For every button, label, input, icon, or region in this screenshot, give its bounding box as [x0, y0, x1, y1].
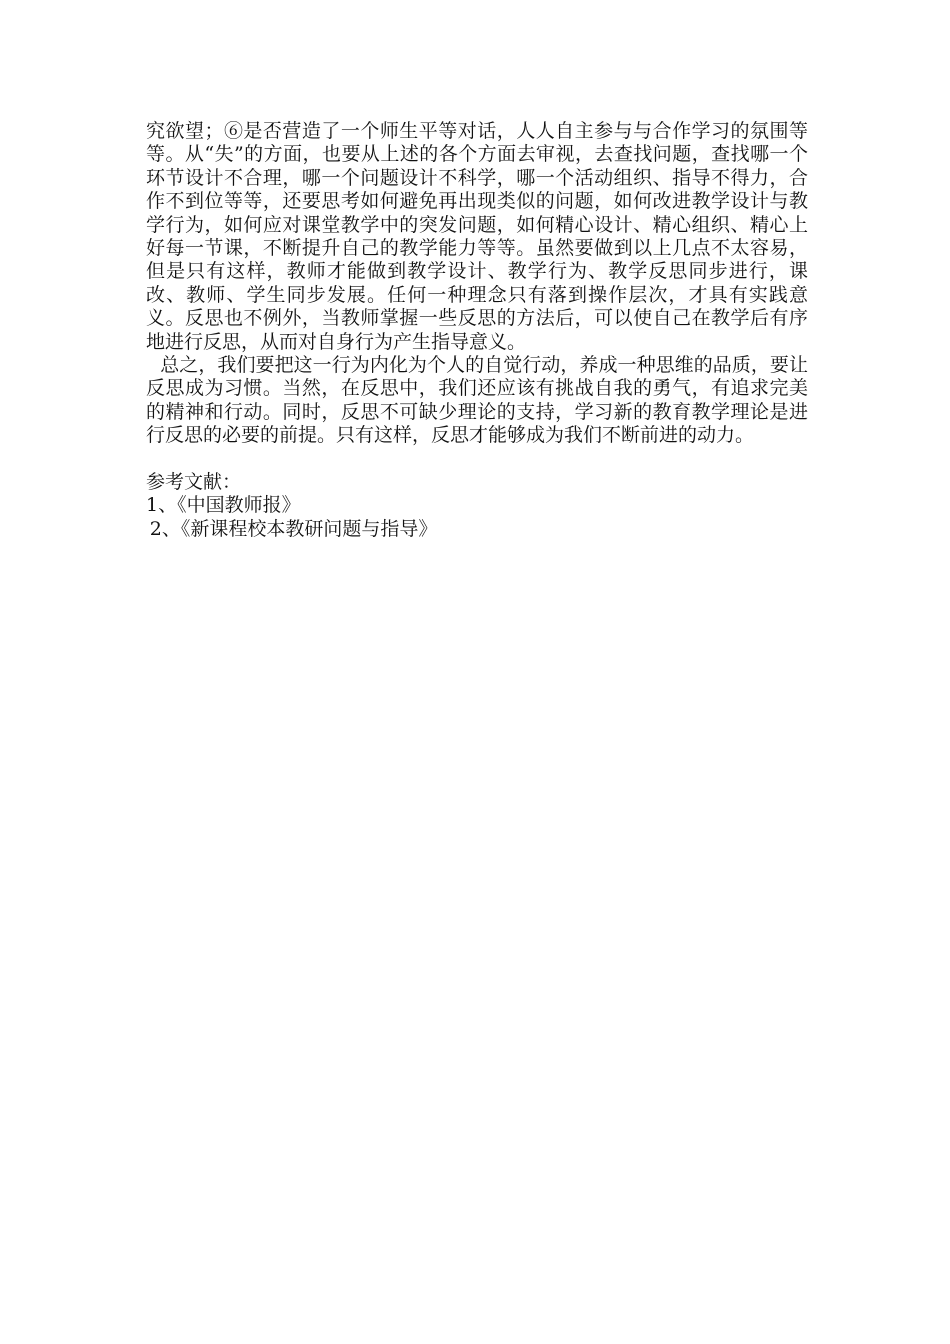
- reference-item: 2、《新课程校本教研问题与指导》: [149, 517, 438, 540]
- body-paragraph: 究欲望；⑥是否营造了一个师生平等对话，人人自主参与与合作学习的氛围等等。从“失”的方面，也要从上述的各个方面去审视，去查找问题，查找哪一个环节设计不合理，哪一个问题设计不科学，哪一个活动组织、指导不得力，合作不到位等等，还要思考如何避免再出现类似的问题，如何改进教学设计与教学行为，如何应对课堂教学中的突发问题，如何精心设计、精心组织、精心上好每一节课，不断提升自己的教学能力等等。虽然要做到以上几点不太容易，但是只有这样，教师才能做到教学设计、教学行为、教学反思同步进行，课改、教师、学生同步发展。任何一种理念只有落到操作层次，才具有实践意义。反思也不例外，当教师掌握一些反思的方法后，可以使自己在教学后有序地进行反思，从而对自身行为产生指导意义。: [146, 120, 808, 353]
- references-heading: 参考文献：: [146, 471, 242, 494]
- blank-line: [146, 448, 808, 471]
- conclusion-paragraph: 总之，我们要把这一行为内化为个人的自觉行动，养成一种思维的品质，要让反思成为习惯。当然，在反思中，我们还应该有挑战自我的勇气，有追求完美的精神和行动。同时，反思不可缺少理论的支持，学习新的教育教学理论是进行反思的必要的前提。只有这样，反思才能够成为我们不断前进的动力。: [146, 354, 808, 447]
- reference-item: 1、《中国教师报》: [146, 494, 301, 517]
- document-body: [146, 120, 808, 541]
